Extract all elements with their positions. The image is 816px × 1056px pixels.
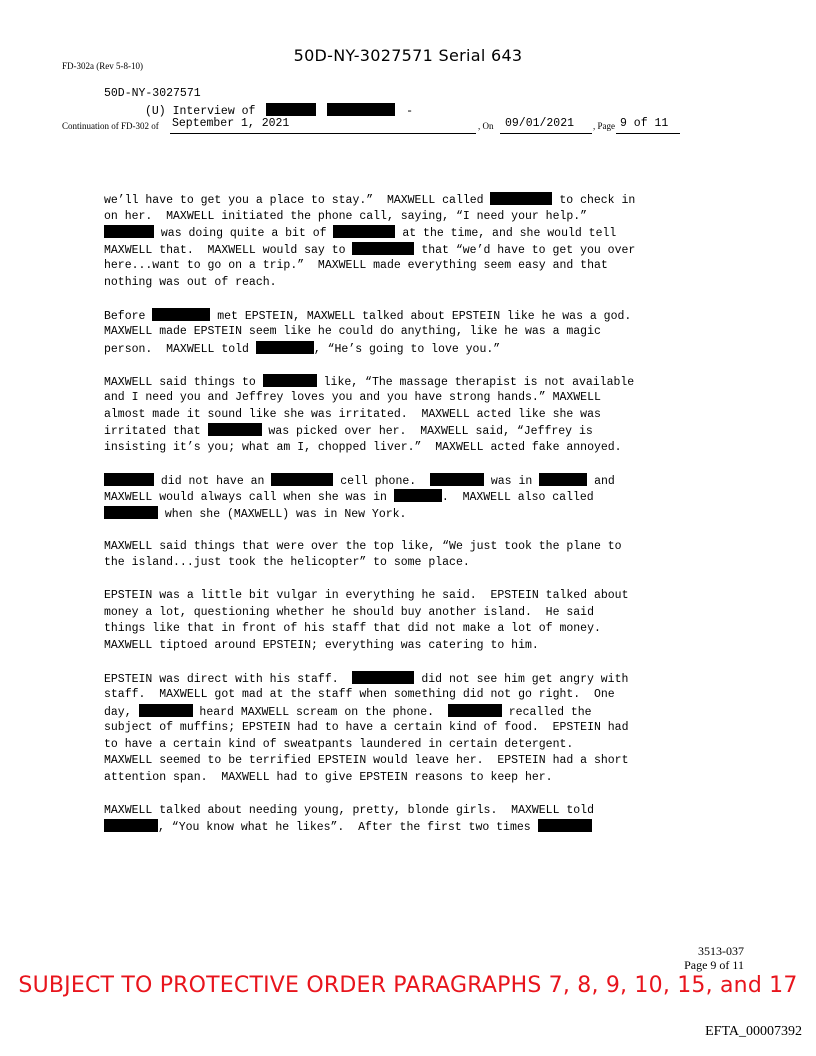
redaction — [394, 489, 442, 502]
interview-body — [104, 192, 714, 852]
text-run: on her. MAXWELL initiated the phone call, saying, “I need your help.” — [104, 209, 588, 223]
redaction — [333, 225, 395, 238]
text-run: did not see him get angry with — [414, 672, 629, 686]
text-run: and — [587, 474, 615, 488]
subject-suffix: - — [406, 105, 414, 118]
text-line — [104, 819, 714, 836]
text-run: nothing was out of reach. — [104, 275, 277, 289]
text-line — [104, 687, 714, 704]
text-run: staff. MAXWELL got mad at the staff when something did not go right. One — [104, 688, 615, 701]
text-line — [104, 473, 714, 490]
redaction — [139, 704, 193, 717]
text-run: attention span. MAXWELL had to give EPSTEIN reasons to keep her. — [104, 770, 553, 784]
text-run: at the time, and she would tell — [395, 227, 617, 240]
text-run: MAXWELL seemed to be terrified EPSTEIN would leave her. EPSTEIN had a short — [104, 754, 629, 767]
text-line — [104, 374, 714, 391]
paragraph — [104, 374, 714, 457]
text-run: MAXWELL said things that were over the top like, “We just took the plane to — [104, 539, 622, 553]
text-line — [104, 803, 714, 820]
redaction — [538, 819, 592, 832]
redaction — [104, 506, 158, 519]
text-line — [104, 737, 714, 754]
text-run: did not have an — [154, 474, 272, 488]
continuation-value: September 1, 2021 — [172, 117, 290, 130]
text-line — [104, 704, 714, 721]
redaction — [327, 103, 395, 116]
text-line — [104, 753, 714, 770]
text-line — [104, 407, 714, 424]
serial-number: 50D-NY-3027571 Serial 643 — [293, 46, 523, 65]
text-run: was doing quite a bit of — [154, 227, 334, 240]
date-underline — [500, 133, 592, 134]
text-line — [104, 539, 714, 556]
text-run: to have a certain kind of sweatpants laundered in certain detergent. — [104, 737, 574, 751]
text-line — [104, 423, 714, 440]
redaction — [539, 473, 587, 486]
redaction — [152, 308, 210, 321]
redaction — [263, 374, 317, 387]
text-line — [104, 258, 714, 275]
bates-number: EFTA_00007392 — [705, 1024, 802, 1039]
interview-date: 09/01/2021 — [505, 117, 575, 130]
paragraph — [104, 473, 714, 523]
text-run: was in — [483, 474, 540, 488]
text-run: person. MAXWELL told — [104, 342, 256, 356]
text-run: irritated that — [104, 425, 208, 438]
text-line — [104, 720, 714, 737]
text-run: . MAXWELL also called — [441, 491, 594, 504]
subject-prefix: (U) Interview of — [145, 105, 256, 118]
continuation-label: Continuation of FD-302 of — [62, 121, 159, 131]
text-run: MAXWELL that. MAXWELL would say to — [104, 243, 353, 257]
paragraph — [104, 539, 714, 572]
interview-subject — [145, 103, 413, 118]
continuation-underline — [170, 133, 476, 134]
page-underline — [616, 133, 680, 134]
document-code: 3513-037 — [698, 944, 744, 958]
text-run: we’ll have to get you a place to stay.” MAXWELL called — [104, 194, 491, 207]
text-run: to check in — [552, 194, 636, 207]
protective-order-notice: SUBJECT TO PROTECTIVE ORDER PARAGRAPHS 7, 8, 9, 10, 15, and 17 — [18, 973, 798, 998]
text-line — [104, 489, 714, 506]
redaction — [104, 473, 154, 486]
redaction — [352, 242, 414, 255]
paragraph — [104, 308, 714, 358]
text-run: and I need you and Jeffrey loves you and you have strong hands.” MAXWELL — [104, 391, 601, 404]
text-run: EPSTEIN was a little bit vulgar in everything he said. EPSTEIN talked about — [104, 589, 629, 602]
text-line — [104, 605, 714, 622]
text-run: met EPSTEIN, MAXWELL talked about EPSTEIN like he was a god. — [210, 309, 632, 323]
redaction — [352, 671, 414, 684]
redaction — [430, 473, 484, 486]
text-line — [104, 638, 714, 655]
text-run: things like that in front of his staff that did not make a lot of money. — [104, 622, 601, 635]
text-line — [104, 341, 714, 358]
form-id: FD-302a (Rev 5-8-10) — [62, 61, 143, 71]
redaction — [104, 225, 154, 238]
text-line — [104, 192, 714, 209]
text-run: money a lot, questioning whether he should buy another island. He said — [104, 605, 594, 619]
text-line — [104, 225, 714, 242]
text-run: insisting it’s you; what am I, chopped liver.” MAXWELL acted fake annoyed. — [104, 440, 622, 454]
text-run: , “You know what he likes”. After the first two times — [158, 821, 538, 834]
text-line — [104, 242, 714, 259]
text-run: heard MAXWELL scream on the phone. — [192, 705, 448, 719]
paragraph — [104, 192, 714, 291]
redaction — [271, 473, 333, 486]
text-line — [104, 621, 714, 638]
text-run: day, — [104, 705, 139, 719]
on-label: , On — [478, 121, 494, 131]
file-number: 50D-NY-3027571 — [104, 87, 201, 100]
text-run: Before — [104, 309, 153, 323]
text-run: MAXWELL said things to — [104, 375, 263, 389]
text-run: MAXWELL would always call when she was in — [104, 491, 394, 504]
text-line — [104, 308, 714, 325]
text-run: the island...just took the helicopter” to some place. — [104, 556, 470, 569]
text-line — [104, 324, 714, 341]
text-run: , “He’s going to love you.” — [313, 342, 501, 356]
text-line — [104, 209, 714, 226]
text-run: MAXWELL tiptoed around EPSTEIN; everything was catering to him. — [104, 638, 539, 652]
text-run: cell phone. — [333, 474, 430, 488]
text-run: like, “The massage therapist is not available — [316, 375, 635, 389]
redaction — [448, 704, 502, 717]
redaction — [104, 819, 158, 832]
text-run: MAXWELL made EPSTEIN seem like he could do anything, like he was a magic — [104, 325, 601, 338]
text-run: was picked over her. MAXWELL said, “Jeffrey is — [261, 425, 593, 438]
redaction — [490, 192, 552, 205]
text-line — [104, 275, 714, 292]
page-number: 9 of 11 — [620, 117, 669, 130]
paragraph — [104, 588, 714, 654]
text-run: EPSTEIN was direct with his staff. — [104, 672, 353, 686]
text-run: almost made it sound like she was irritated. MAXWELL acted like she was — [104, 407, 601, 421]
redaction — [266, 103, 316, 116]
text-line — [104, 770, 714, 787]
text-line — [104, 390, 714, 407]
text-line — [104, 588, 714, 605]
paragraph — [104, 671, 714, 787]
text-run: that “we’d have to get you over — [414, 243, 636, 257]
text-line — [104, 555, 714, 572]
page-label: , Page — [593, 121, 615, 131]
text-run: subject of muffins; EPSTEIN had to have a certain kind of food. EPSTEIN had — [104, 721, 629, 734]
text-line — [104, 440, 714, 457]
text-line — [104, 671, 714, 688]
text-run: here...want to go on a trip.” MAXWELL made everything seem easy and that — [104, 259, 608, 272]
text-run: recalled the — [501, 705, 592, 719]
text-line — [104, 506, 714, 523]
redaction — [208, 423, 262, 436]
paragraph — [104, 803, 714, 836]
text-run: when she (MAXWELL) was in New York. — [158, 507, 407, 521]
redaction — [256, 341, 314, 354]
footer-page-number: Page 9 of 11 — [684, 958, 744, 972]
text-run: MAXWELL talked about needing young, pretty, blonde girls. MAXWELL told — [104, 803, 594, 817]
